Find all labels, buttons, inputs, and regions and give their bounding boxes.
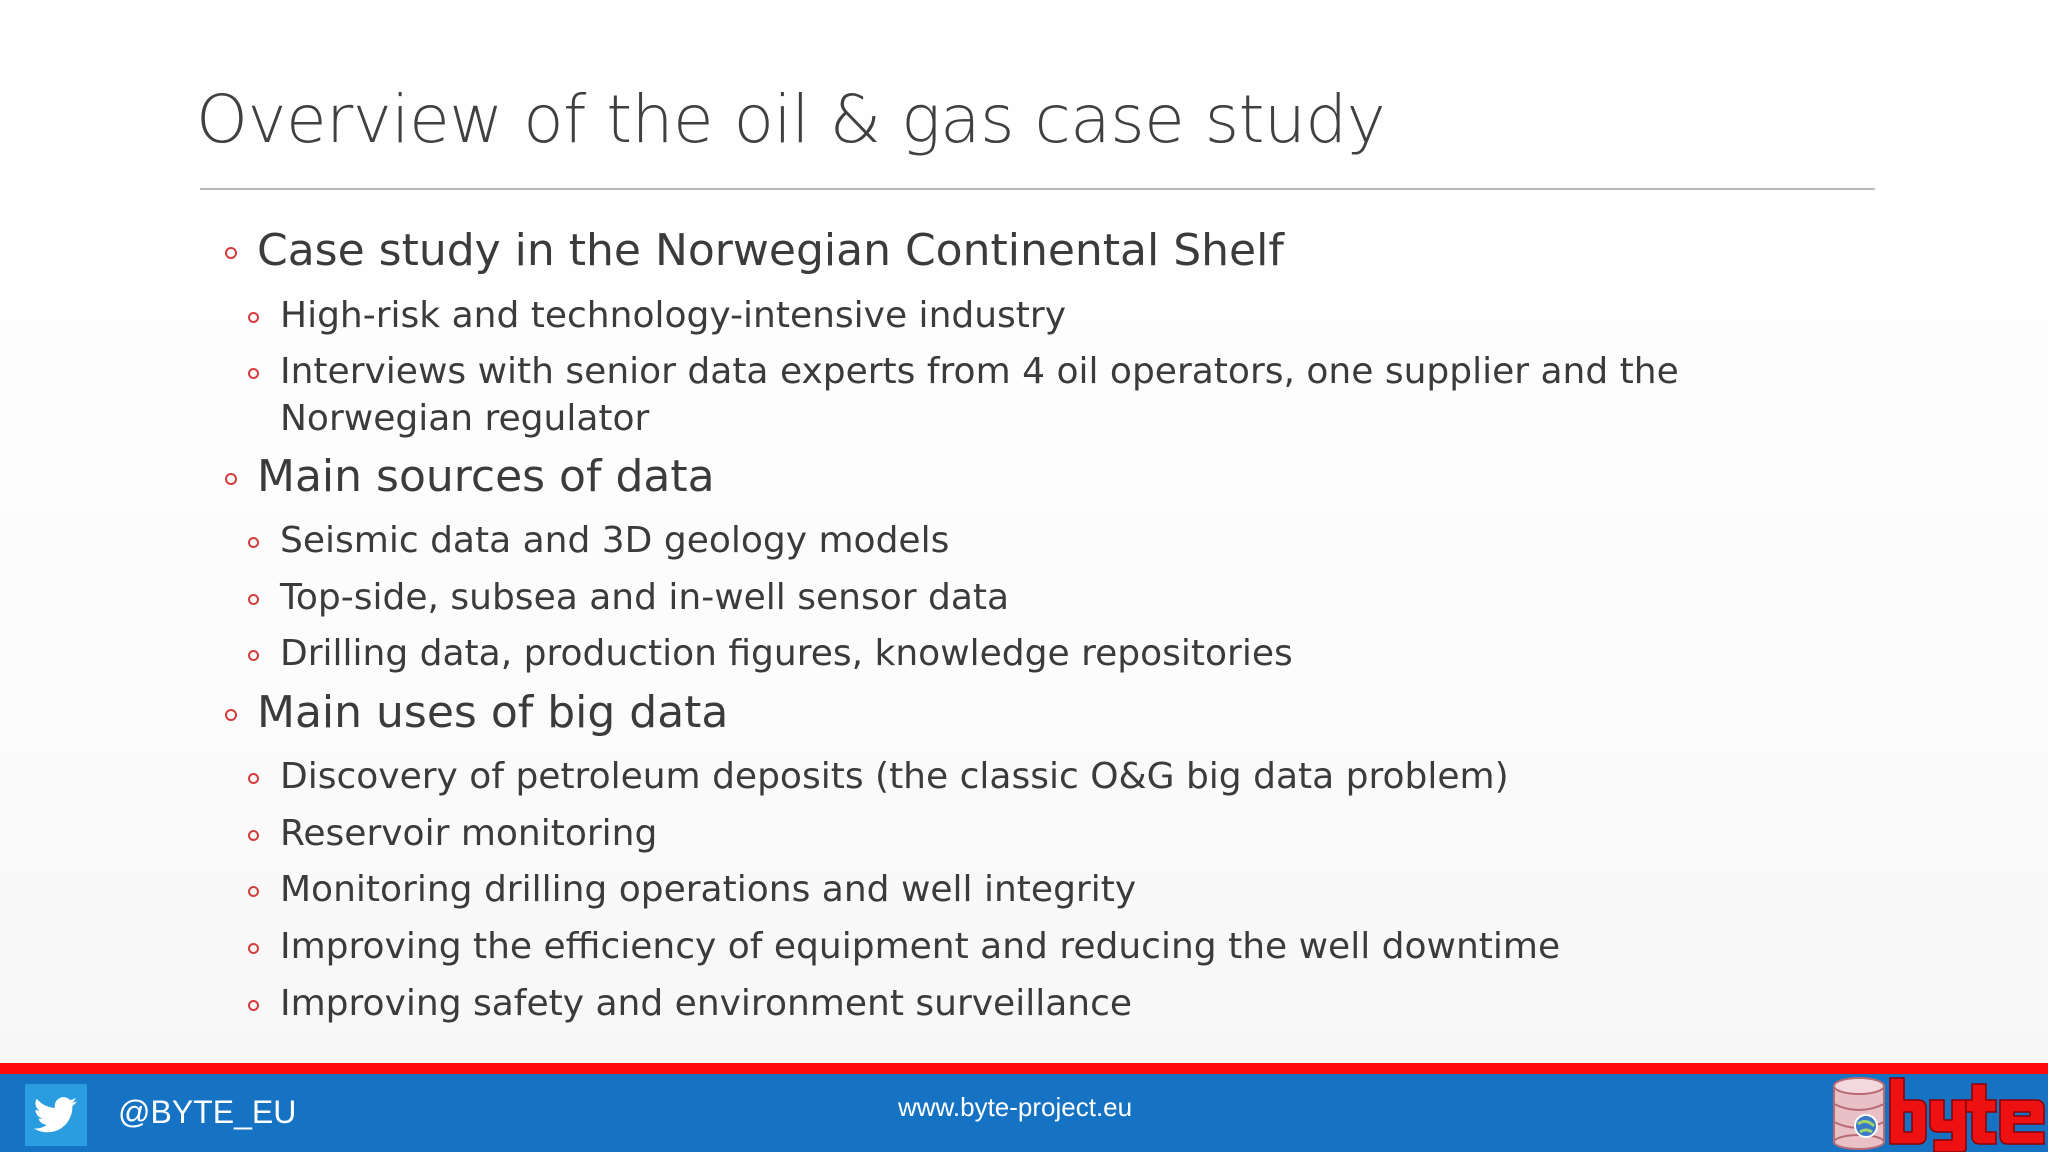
twitter-bird-icon[interactable]	[25, 1084, 87, 1146]
bullet-marker	[248, 650, 259, 661]
bullet-marker	[225, 709, 237, 721]
title-divider	[200, 188, 1875, 190]
bullet-text: Main sources of data	[257, 451, 715, 502]
bullet-level2	[280, 517, 1840, 564]
bullet-level2	[280, 810, 1840, 857]
bullet-level2	[280, 866, 1840, 913]
bullet-marker	[248, 368, 259, 379]
bullet-level1	[257, 222, 1284, 280]
bullet-level2	[280, 348, 1840, 442]
bullet-text: Drilling data, production figures, knowledge repositories	[280, 633, 1293, 674]
bullet-marker	[225, 473, 237, 485]
twitter-handle[interactable]: @BYTE_EU	[118, 1094, 297, 1130]
bullet-level2	[280, 753, 1840, 800]
bullet-marker	[248, 537, 259, 548]
bullet-text: Improving safety and environment surveillance	[280, 983, 1133, 1024]
bullet-marker	[248, 773, 259, 784]
bullet-text: Improving the efficiency of equipment and reducing the well downtime	[280, 926, 1561, 967]
bullet-text: Monitoring drilling operations and well integrity	[280, 869, 1137, 910]
bullet-level2	[280, 292, 1840, 339]
bullet-text: Case study in the Norwegian Continental Shelf	[257, 225, 1284, 276]
bullet-marker	[225, 247, 237, 259]
bullet-level2	[280, 630, 1840, 677]
website-link[interactable]: www.byte-project.eu	[898, 1092, 1133, 1122]
bullet-marker	[248, 312, 259, 323]
database-icon	[1834, 1078, 1884, 1149]
bullet-level1	[257, 684, 728, 742]
bullet-level2	[280, 923, 1840, 970]
bullet-marker	[248, 830, 259, 841]
bullet-marker	[248, 594, 259, 605]
bullet-marker	[248, 1000, 259, 1011]
bullet-level2	[280, 980, 1840, 1027]
bullet-text: Discovery of petroleum deposits (the classic O&G big data problem)	[280, 756, 1509, 797]
bullet-level2	[280, 574, 1840, 621]
slide-title: Overview of the oil & gas case study	[196, 81, 1386, 158]
bullet-text: High-risk and technology-intensive industry	[280, 295, 1067, 336]
footer-bar	[0, 1074, 2048, 1152]
bullet-text: Interviews with senior data experts from 4 oil operators, one supplier and the Norwegian regulator	[280, 351, 1679, 439]
bullet-text: Reservoir monitoring	[280, 813, 658, 854]
bullet-text: Main uses of big data	[257, 687, 729, 738]
bullet-marker	[248, 943, 259, 954]
byte-logo	[1830, 1060, 2048, 1152]
bullet-text: Seismic data and 3D geology models	[280, 520, 950, 561]
bullet-text: Top-side, subsea and in-well sensor data	[280, 577, 1010, 618]
footer-red-stripe	[0, 1063, 2048, 1074]
bullet-level1	[257, 448, 715, 506]
bullet-marker	[248, 886, 259, 897]
